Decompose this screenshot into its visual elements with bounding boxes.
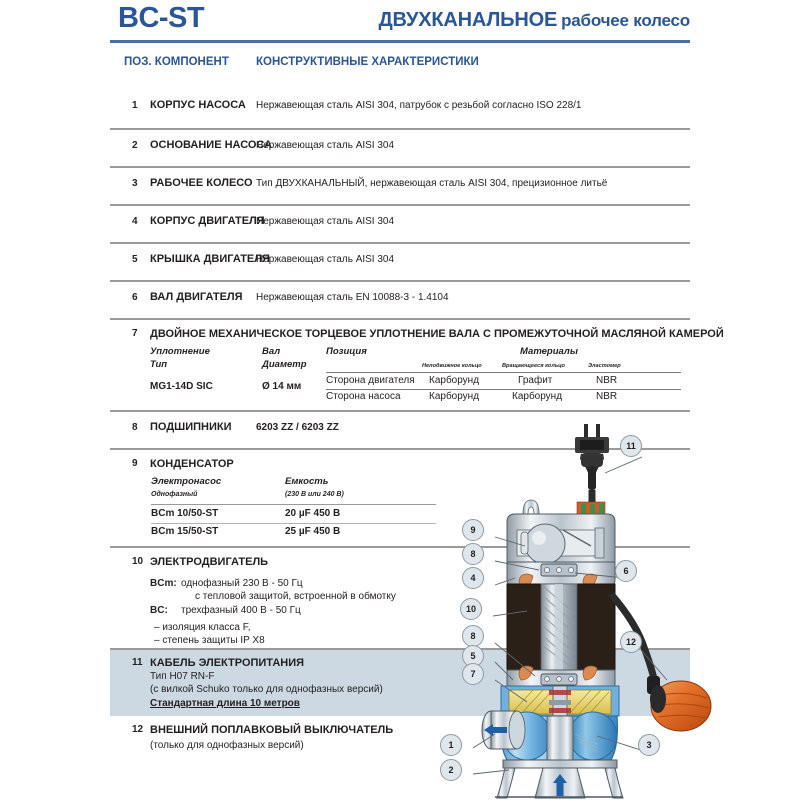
row-spec: 6203 ZZ / 6203 ZZ	[256, 422, 339, 433]
callout-6[interactable]: 6	[615, 560, 637, 582]
column-header-position: ПОЗ. КОМПОНЕНТ	[124, 56, 229, 68]
row-number: 6	[132, 292, 138, 303]
callout-11[interactable]: 11	[620, 435, 642, 457]
seal-header-position: Позиция	[326, 346, 367, 357]
callout-8-lower[interactable]: 8	[462, 625, 484, 647]
callout-8-upper[interactable]: 8	[462, 543, 484, 565]
capacitor-header-voltage: (230 В или 240 В)	[285, 491, 344, 498]
seal-row-position: Сторона двигателя	[326, 375, 415, 386]
seal-diameter-value: Ø 14 мм	[262, 381, 302, 392]
row-component-name: КОРПУС ДВИГАТЕЛЯ	[150, 215, 265, 227]
row-spec: Тип ДВУХКАНАЛЬНЫЙ, нержавеющая сталь AISI 304, прецизионное литьё	[256, 178, 608, 189]
pump-cutaway-diagram	[435, 418, 800, 800]
capacitor-header-singlephase: Однофазный	[151, 491, 198, 498]
callout-7[interactable]: 7	[462, 663, 484, 685]
cable-standard-length: Стандартная длина 10 метров	[150, 698, 300, 709]
motor-cap	[507, 500, 615, 564]
table-column-headers	[110, 50, 690, 90]
seal-row-elastomer: NBR	[596, 391, 618, 402]
capacitor-divider	[151, 523, 436, 524]
seal-header-materials: Материалы	[520, 346, 578, 357]
row-component-name: КОРПУС НАСОСА	[150, 99, 246, 111]
callout-5[interactable]: 5	[462, 645, 484, 667]
capacitor-header-capacity: Емкость	[285, 476, 329, 487]
impeller-type-title	[378, 9, 690, 32]
motor-bcm-value: однофазный 230 В - 50 Гц	[181, 578, 303, 589]
row-component-name: ПОДШИПНИКИ	[150, 421, 232, 433]
motor-body-stator	[507, 584, 615, 670]
table-row	[110, 130, 690, 166]
capacitor-divider	[151, 504, 436, 505]
callout-10[interactable]: 10	[460, 598, 482, 620]
seal-header-shaft: Вал	[262, 346, 281, 357]
callout-2[interactable]: 2	[440, 759, 462, 781]
table-row	[110, 90, 690, 128]
row-number: 11	[132, 657, 143, 668]
callout-3[interactable]: 3	[638, 734, 660, 756]
seal-row-stationary: Карборунд	[429, 391, 480, 402]
motor-bc-value: трехфазный 400 В - 50 Гц	[181, 605, 301, 616]
seal-row-rotating: Графит	[518, 375, 553, 386]
row-spec: Нержавеющая сталь AISI 304	[256, 254, 395, 265]
row-number: 1	[132, 100, 138, 111]
row-spec: Нержавеющая сталь AISI 304	[256, 216, 395, 227]
row-number: 2	[132, 140, 138, 151]
capacitor-row-value: 20 µF 450 В	[285, 508, 341, 519]
seal-row-rotating: Карборунд	[512, 391, 563, 402]
power-plug-icon	[575, 424, 609, 490]
table-row-mechanical-seal	[110, 320, 724, 410]
pump-casing	[482, 711, 617, 760]
row-number: 7	[132, 328, 138, 339]
seal-header-rotating-ring: Вращающееся кольцо	[502, 363, 565, 369]
row-component-name: КРЫШКА ДВИГАТЕЛЯ	[150, 253, 270, 265]
row-component-name: РАБОЧЕЕ КОЛЕСО	[150, 177, 253, 189]
cable-title: КАБЕЛЬ ЭЛЕКТРОПИТАНИЯ	[150, 657, 305, 669]
float-switch-title: ВНЕШНИЙ ПОПЛАВКОВЫЙ ВЫКЛЮЧАТЕЛЬ	[150, 724, 394, 736]
row-number: 3	[132, 178, 138, 189]
seal-type-value: MG1-14D SIC	[150, 381, 213, 392]
row-number: 5	[132, 254, 138, 265]
cable-plug-note: (с вилкой Schuko только для однофазных версий)	[150, 684, 383, 695]
motor-bcm-label: BCm:	[150, 578, 177, 589]
row-number: 12	[132, 724, 144, 735]
motor-protection-degree: – степень защиты IP X8	[154, 635, 265, 646]
capacitor-row-value: 25 µF 450 В	[285, 526, 341, 537]
callout-12[interactable]: 12	[620, 631, 642, 653]
row-number: 10	[132, 556, 144, 567]
seal-subtable-divider	[326, 389, 681, 390]
motor-insulation-class: – изоляция класса F,	[154, 622, 251, 633]
row-component-name: ВАЛ ДВИГАТЕЛЯ	[150, 291, 243, 303]
float-switch	[611, 594, 711, 731]
row-number: 8	[132, 422, 138, 433]
table-row	[110, 244, 690, 280]
impeller-type-rest: рабочее колесо	[561, 11, 690, 30]
pump-base	[495, 760, 623, 798]
impeller-type-bold: ДВУХКАНАЛЬНОЕ	[378, 9, 558, 31]
capacitor-header-pump: Электронасос	[151, 476, 222, 487]
seal-row-elastomer: NBR	[596, 375, 618, 386]
table-row	[110, 282, 690, 318]
capacitor-row-model: BCm 15/50-ST	[151, 526, 219, 537]
seal-row-position: Сторона насоса	[326, 391, 401, 402]
row-number: 9	[132, 458, 138, 469]
table-row	[110, 206, 690, 242]
capacitor-row-model: BCm 10/50-ST	[151, 508, 219, 519]
cable-type: Тип H07 RN-F	[150, 671, 215, 682]
float-switch-subtitle: (только для однофазных версий)	[150, 740, 304, 751]
callout-1[interactable]: 1	[440, 734, 462, 756]
seal-header-elastomer: Эластомер	[588, 363, 621, 369]
callout-9[interactable]: 9	[462, 519, 484, 541]
pump-cutaway-svg	[435, 418, 800, 800]
callout-4[interactable]: 4	[462, 567, 484, 589]
seal-header-seal: Уплотнение	[150, 346, 210, 357]
capacitor-title: КОНДЕНСАТОР	[150, 458, 234, 470]
motor-title: ЭЛЕКТРОДВИГАТЕЛЬ	[150, 556, 269, 568]
row-spec: Нержавеющая сталь AISI 304	[256, 140, 395, 151]
seal-title: ДВОЙНОЕ МЕХАНИЧЕСКОЕ ТОРЦЕВОЕ УПЛОТНЕНИЕ ВАЛА С ПРОМЕЖУТОЧНОЙ МАСЛЯНОЙ КАМЕРОЙ	[150, 328, 724, 340]
row-component-name: ОСНОВАНИЕ НАСОСА	[150, 139, 273, 151]
row-spec: Нержавеющая сталь AISI 304, патрубок с резьбой согласно ISO 228/1	[256, 100, 582, 111]
motor-thermal-protection: с тепловой защитой, встроенной в обмотку	[195, 591, 396, 602]
motor-bc-label: BC:	[150, 605, 168, 616]
header-divider	[110, 40, 690, 43]
seal-row-stationary: Карборунд	[429, 375, 480, 386]
page-header	[110, 4, 690, 44]
table-row	[110, 168, 690, 204]
discharge-port	[482, 711, 525, 749]
product-model-title: BC-ST	[118, 2, 205, 34]
seal-header-type: Тип	[150, 359, 168, 370]
seal-header-diameter: Диаметр	[262, 359, 307, 370]
row-spec: Нержавеющая сталь EN 10088-3 - 1.4104	[256, 292, 449, 303]
row-number: 4	[132, 216, 138, 227]
seal-subtable-divider	[326, 372, 681, 373]
seal-header-stationary-ring: Неподвижное кольцо	[422, 363, 482, 369]
column-header-spec: КОНСТРУКТИВНЫЕ ХАРАКТЕРИСТИКИ	[256, 56, 479, 68]
